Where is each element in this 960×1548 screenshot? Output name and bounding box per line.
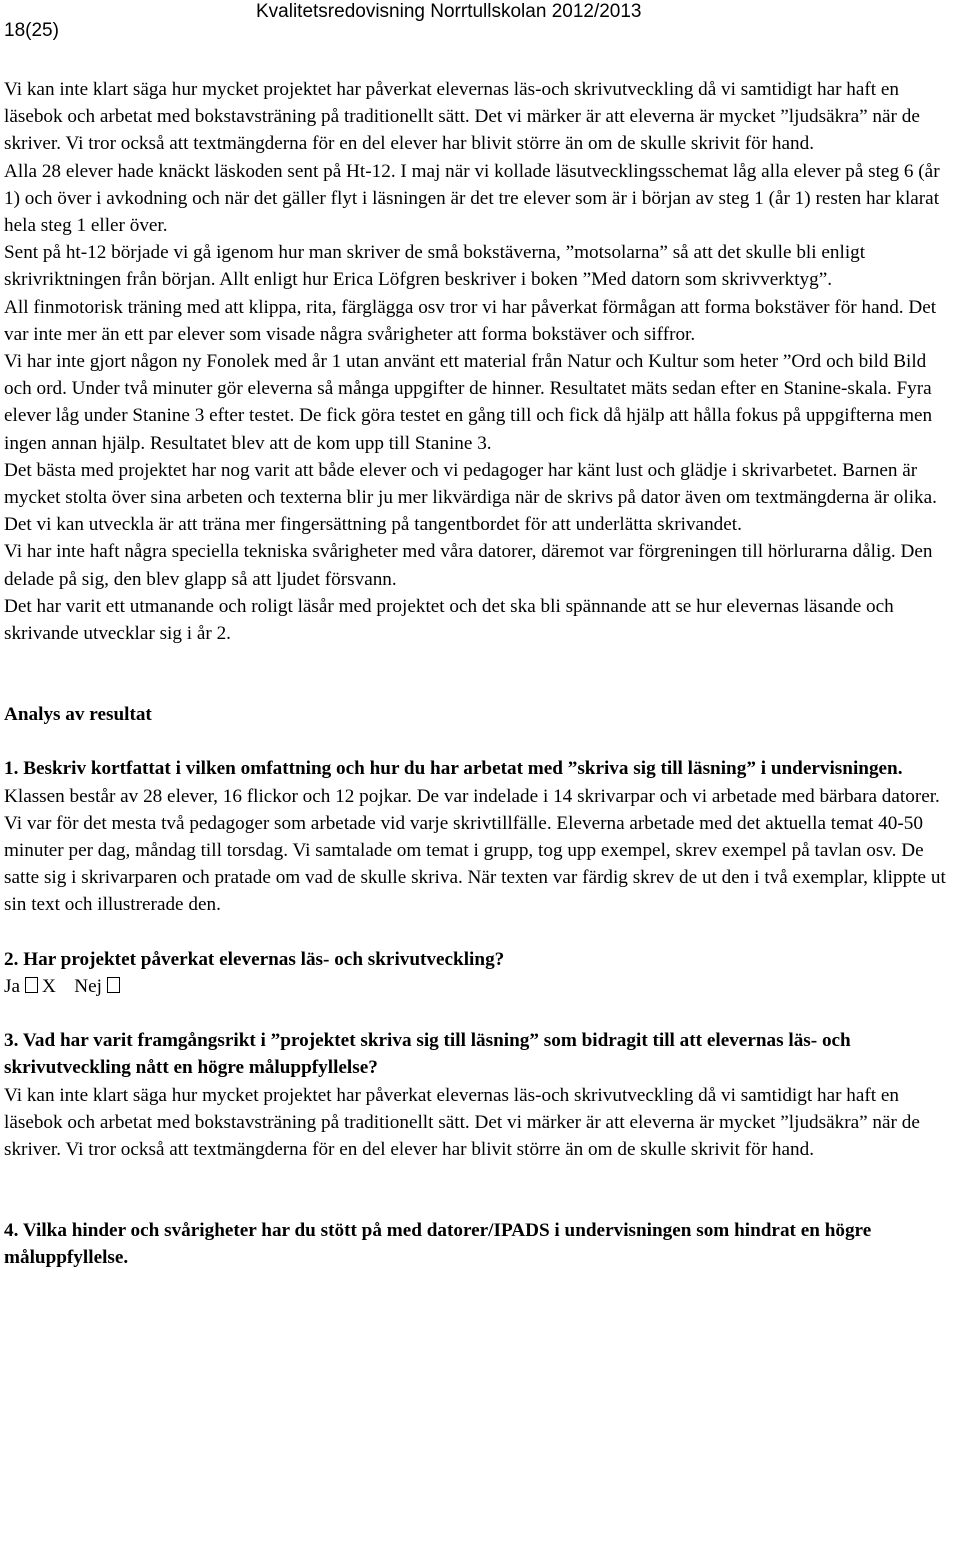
page-header [0, 0, 960, 60]
question-1: 1. Beskriv kortfattat i vilken omfattning och hur du har arbetat med ”skriva sig till läsning” i undervisningen. [4, 758, 903, 780]
no-label: Nej [74, 975, 102, 997]
yes-label: Ja [4, 975, 20, 997]
spacer [4, 1000, 954, 1027]
section-heading: Analys av resultat [4, 704, 152, 726]
question-3: 3. Vad har varit framgångsrikt i ”projektet skriva sig till läsning” som bidragit till att elevernas läs- och skrivutveckling nått en högre måluppfyllelse? [4, 1030, 851, 1079]
spacer [4, 728, 954, 755]
no-checkbox-icon [107, 977, 120, 993]
page-number: 18(25) [4, 20, 59, 41]
question-4: 4. Vilka hinder och svårigheter har du stött på med datorer/IPADS i undervisningen som hindrat en högre måluppfyllelse. [4, 1220, 872, 1269]
answer-3: Vi kan inte klart säga hur mycket projektet har påverkat elevernas läs-och skrivutveckling då vi samtidigt har haft en läsebok och arbetat med bokstavsträning på traditionellt sätt. Det vi märker är att eleverna är mycket ”ljudsäkra” när de skriver. Vi tror också att textmängderna för en del elever har blivit större än om de skulle skrivit för hand. [4, 1084, 920, 1160]
document-title: Kvalitetsredovisning Norrtullskolan 2012/2013 [256, 1, 642, 22]
paragraph: Vi kan inte klart säga hur mycket projektet har påverkat elevernas läs-och skrivutveckling då vi samtidigt har haft en läsebok och arbetat med bokstavsträning på traditionellt sätt. Det vi märker är att eleverna är mycket ”ljudsäkra” när de skriver. Vi tror också att textmängderna för en del elever har blivit större än om de skulle skrivit för hand. [4, 79, 920, 155]
document-body [4, 76, 954, 1272]
yes-checkbox-icon [25, 977, 38, 993]
paragraph: Det bästa med projektet har nog varit att både elever och vi pedagoger har känt lust och glädje i skrivarbetet. Barnen är mycket stolta över sina arbeten och texterna blir ju mer likvärdiga när de skrivs på dator även om textmängderna är olika. [4, 459, 937, 509]
paragraph: Alla 28 elever hade knäckt läskoden sent på Ht-12. I maj när vi kollade läsutvecklingsschemat låg alla elever på steg 6 (år 1) och över i avkodning och när det gäller flyt i läsningen är det tre elever som är i början av steg 1 (år 1) resten har klarat hela steg 1 eller över. [4, 160, 940, 237]
spacer [4, 647, 954, 701]
paragraph: Det vi kan utveckla är att träna mer fingersättning på tangentbordet för att underlätta skrivandet. [4, 514, 742, 536]
paragraph: Det har varit ett utmanande och roligt läsår med projektet och det ska bli spännande att se hur elevernas läsande och skrivande utvecklar sig i år 2. [4, 595, 894, 645]
spacer [4, 1163, 954, 1217]
paragraph: Vi har inte haft några speciella tekniska svårigheter med våra datorer, däremot var förgreningen till hörlurarna dålig. Den delade på sig, den blev glapp så att ljudet försvann. [4, 541, 933, 590]
spacer [4, 919, 954, 946]
yes-no-row [4, 973, 954, 1000]
paragraph: All finmotorisk träning med att klippa, rita, färglägga osv tror vi har påverkat förmågan att forma bokstäver för hand. Det var inte mer än ett par elever som visade några svårigheter att forma bokstäver och siffror. [4, 296, 937, 345]
paragraph: Vi har inte gjort någon ny Fonolek med år 1 utan använt ett material från Natur och Kultur som heter ”Ord och bild Bild och ord. Under två minuter gör eleverna så många uppgifter de hinner. Resultatet mäts sedan efter en Stanine-skala. Fyra elever låg under Stanine 3 efter testet. De fick göra testet en gång till och fick då hjälp att hålla fokus på uppgifterna men ingen annan hjälp. Resultatet blev att de kom upp till Stanine 3. [4, 351, 933, 454]
question-2: 2. Har projektet påverkat elevernas läs- och skrivutveckling? [4, 948, 505, 970]
paragraph: Sent på ht-12 började vi gå igenom hur man skriver de små bokstäverna, ”motsolarna” så att det skulle bli enligt skrivriktningen från början. Allt enligt hur Erica Löfgren beskriver i boken ”Med datorn som skrivverktyg”. [4, 242, 866, 291]
answer-1: Klassen består av 28 elever, 16 flickor och 12 pojkar. De var indelade i 14 skrivarpar och vi arbetade med bärbara datorer. Vi var för det mesta två pedagoger som arbetade vid varje skrivtillfälle. Eleverna arbetade med det aktuella temat 40-50 minuter per dag, måndag till torsdag. Vi samtalade om temat i grupp, tog upp exempel, skrev exempel på tavlan osv. De satte sig i skrivarparen och pratade om vad de skulle skriva. När texten var färdig skrev de ut den i två exemplar, klippte ut sin text och illustrerade den. [4, 785, 946, 916]
yes-mark: X [41, 975, 56, 997]
